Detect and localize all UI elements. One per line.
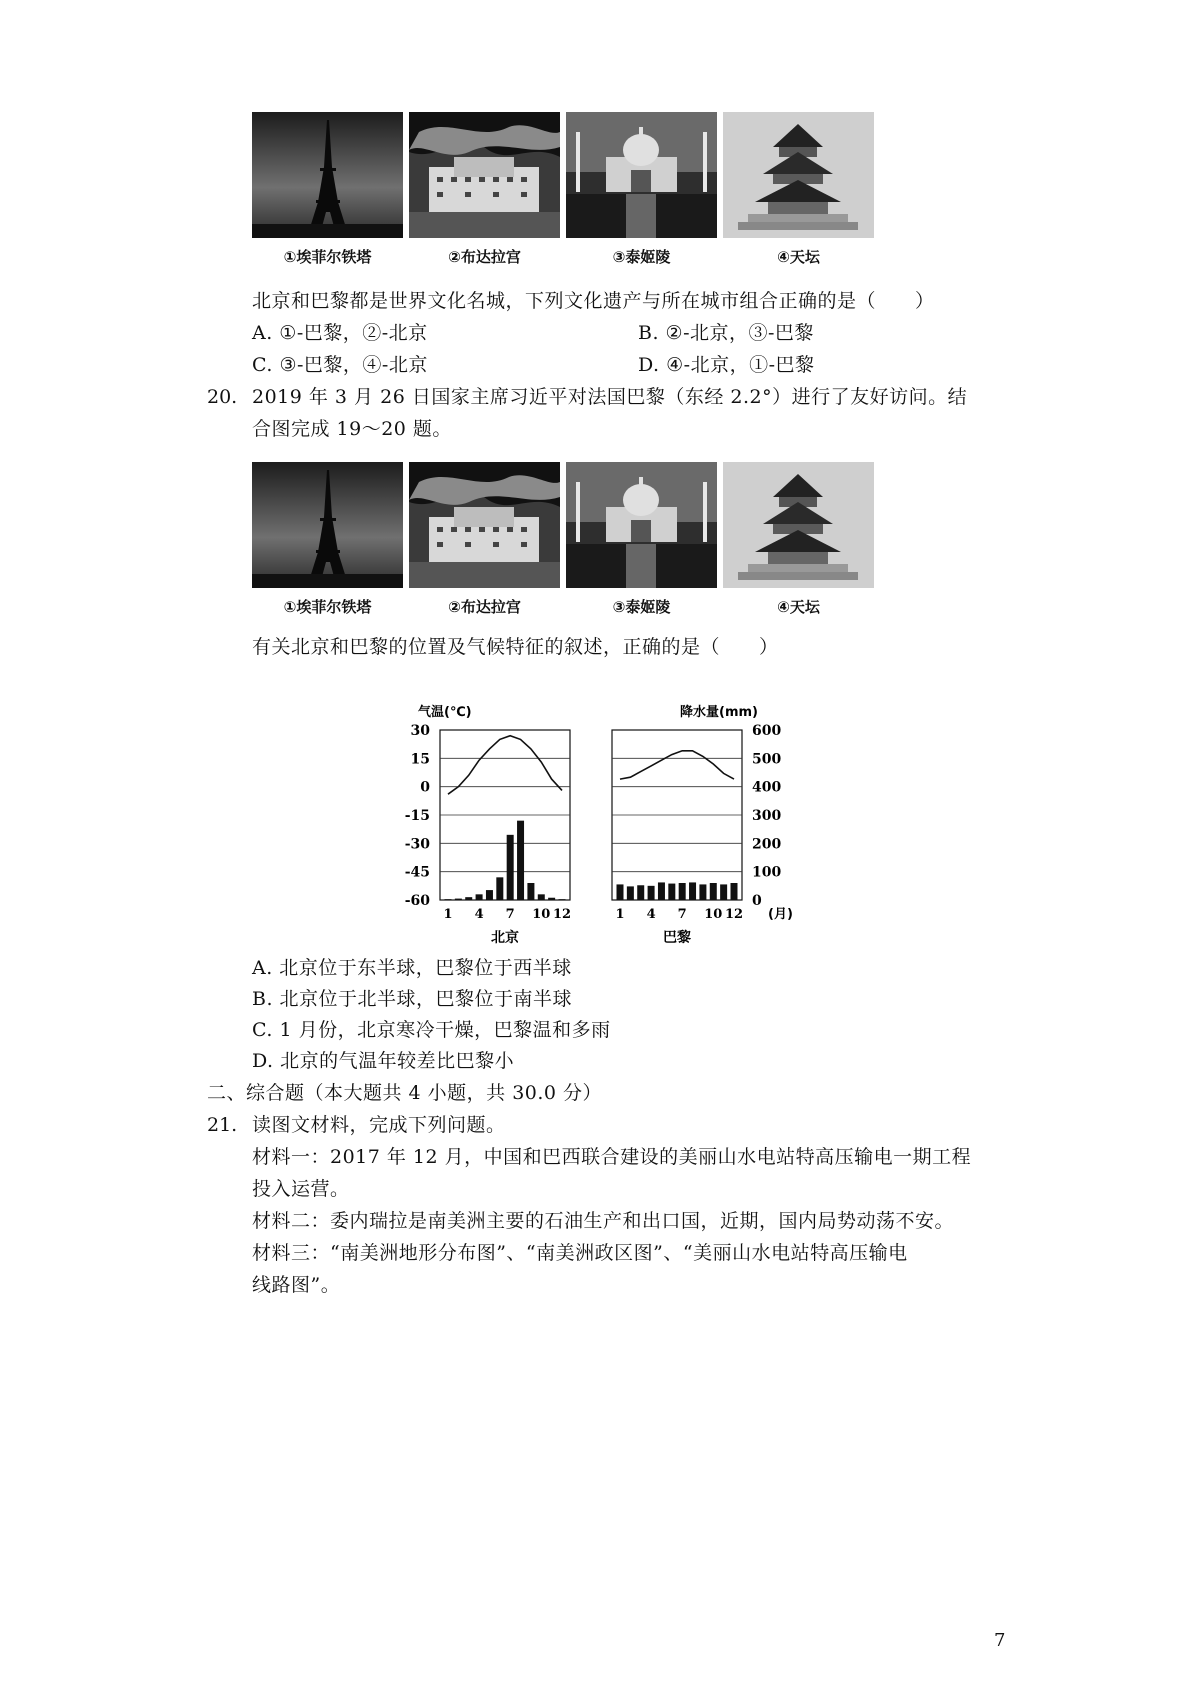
q21-line1: 读图文材料，完成下列问题。	[252, 1114, 506, 1136]
photo-temple-of-heaven	[723, 462, 874, 588]
page-number: 7	[994, 1630, 1006, 1651]
right-tick-label: 400	[752, 779, 782, 796]
photo-taj-mahal	[566, 112, 717, 238]
q19-stem: 北京和巴黎都是世界文化名城，下列文化遗产与所在城市组合正确的是（ ）	[252, 290, 935, 312]
photo-potala-palace	[409, 462, 560, 588]
right-axis-label: 降水量(mm)	[680, 705, 758, 720]
right-tick-label: 200	[752, 836, 782, 853]
q19-option-c: C. ③-巴黎，④-北京	[252, 354, 428, 376]
photo-strip-top	[252, 112, 880, 275]
left-tick-label: 30	[410, 723, 430, 739]
photo-strip-bottom	[252, 462, 880, 625]
precip-bar	[538, 894, 545, 900]
photo-temple-of-heaven	[723, 112, 874, 238]
left-tick-label: -60	[404, 893, 430, 909]
q21-number: 21.	[207, 1114, 238, 1136]
right-tick-label: 600	[752, 723, 782, 739]
climate-chart	[380, 690, 820, 950]
q21-line3: 投入运营。	[252, 1178, 350, 1200]
x-tick-label: 4	[646, 907, 656, 922]
precip-bar	[548, 898, 555, 900]
left-tick-label: -15	[404, 808, 430, 824]
temperature-line	[448, 736, 562, 795]
q21-line6: 线路图”。	[252, 1274, 341, 1296]
x-tick-label: 12	[552, 907, 572, 922]
q20-option-c: C. 1 月份，北京寒冷干燥，巴黎温和多雨	[252, 1019, 611, 1041]
precip-bar	[648, 886, 655, 900]
precip-bar	[517, 821, 524, 900]
panel-name: 北京	[491, 930, 519, 946]
precip-bar	[731, 883, 738, 900]
q19-option-b: B. ②-北京，③-巴黎	[638, 322, 814, 344]
precip-bar	[496, 877, 503, 900]
left-tick-label: -30	[404, 836, 430, 853]
photo-caption: ④天坛	[777, 598, 820, 616]
panel-name: 巴黎	[663, 930, 691, 946]
photo-caption: ①埃菲尔铁塔	[283, 598, 372, 616]
precip-bar	[476, 894, 483, 900]
right-tick-label: 0	[752, 893, 762, 909]
photo-caption: ①埃菲尔铁塔	[283, 248, 372, 266]
precip-bar	[527, 883, 534, 900]
x-tick-label: 1	[615, 907, 625, 922]
right-tick-label: 300	[752, 808, 782, 824]
photo-eiffel-tower	[252, 462, 403, 588]
x-tick-label: 7	[677, 907, 687, 922]
photo-eiffel-tower	[252, 112, 403, 238]
x-tick-label: 1	[443, 907, 453, 922]
photo-caption: ②布达拉宫	[448, 248, 521, 266]
precip-bar	[445, 899, 452, 900]
photo-caption: ③泰姬陵	[612, 248, 671, 266]
temperature-line	[620, 751, 734, 779]
precip-bar	[559, 899, 566, 900]
q19-option-d: D. ④-北京，①-巴黎	[638, 354, 815, 376]
precip-bar	[455, 899, 462, 900]
q21-line5: 材料三：“南美洲地形分布图”、“南美洲政区图”、“美丽山水电站特高压输电	[252, 1242, 908, 1264]
q21-line4: 材料二：委内瑞拉是南美洲主要的石油生产和出口国，近期，国内局势动荡不安。	[252, 1210, 955, 1232]
precip-bar	[658, 882, 665, 900]
q20-option-d: D. 北京的气温年较差比巴黎小	[252, 1050, 515, 1072]
left-axis-label: 气温(℃)	[418, 705, 472, 720]
q20-number: 20.	[207, 386, 238, 408]
x-tick-label: 10	[532, 907, 551, 922]
precip-bar	[617, 884, 624, 900]
x-tick-label: 12	[724, 907, 744, 922]
q20-option-a: A. 北京位于东半球，巴黎位于西半球	[252, 957, 572, 979]
photo-taj-mahal	[566, 462, 717, 588]
precip-bar	[689, 882, 696, 900]
precip-bar	[720, 884, 727, 900]
x-unit-label: (月)	[768, 907, 793, 922]
precip-bar	[679, 883, 686, 900]
photo-caption: ③泰姬陵	[612, 598, 671, 616]
section-heading: 二、综合题（本大题共 4 小题，共 30.0 分）	[207, 1082, 603, 1104]
precip-bar	[637, 885, 644, 900]
precip-bar	[486, 890, 493, 900]
q20-intro-line1: 2019 年 3 月 26 日国家主席习近平对法国巴黎（东经 2.2°）进行了友好访问。结	[252, 386, 968, 408]
photo-caption: ④天坛	[777, 248, 820, 266]
q21-line2: 材料一：2017 年 12 月，中国和巴西联合建设的美丽山水电站特高压输电一期工程	[252, 1146, 972, 1168]
left-tick-label: 0	[420, 779, 430, 796]
precip-bar	[627, 886, 634, 900]
q20-intro-line2: 合图完成 19～20 题。	[252, 418, 452, 440]
x-tick-label: 4	[474, 907, 484, 922]
precip-bar	[507, 835, 514, 900]
x-tick-label: 10	[704, 907, 723, 922]
precip-bar	[699, 884, 706, 900]
left-tick-label: -45	[404, 864, 430, 881]
precip-bar	[668, 884, 675, 900]
q20-stem: 有关北京和巴黎的位置及气候特征的叙述，正确的是（ ）	[252, 636, 779, 658]
photo-caption: ②布达拉宫	[448, 598, 521, 616]
right-tick-label: 500	[752, 751, 782, 768]
q19-option-a: A. ①-巴黎，②-北京	[252, 322, 428, 344]
q20-option-b: B. 北京位于北半球，巴黎位于南半球	[252, 988, 573, 1010]
x-tick-label: 7	[505, 907, 515, 922]
precip-bar	[465, 897, 472, 900]
photo-potala-palace	[409, 112, 560, 238]
left-tick-label: 15	[410, 751, 430, 768]
precip-bar	[710, 883, 717, 900]
right-tick-label: 100	[752, 864, 782, 881]
